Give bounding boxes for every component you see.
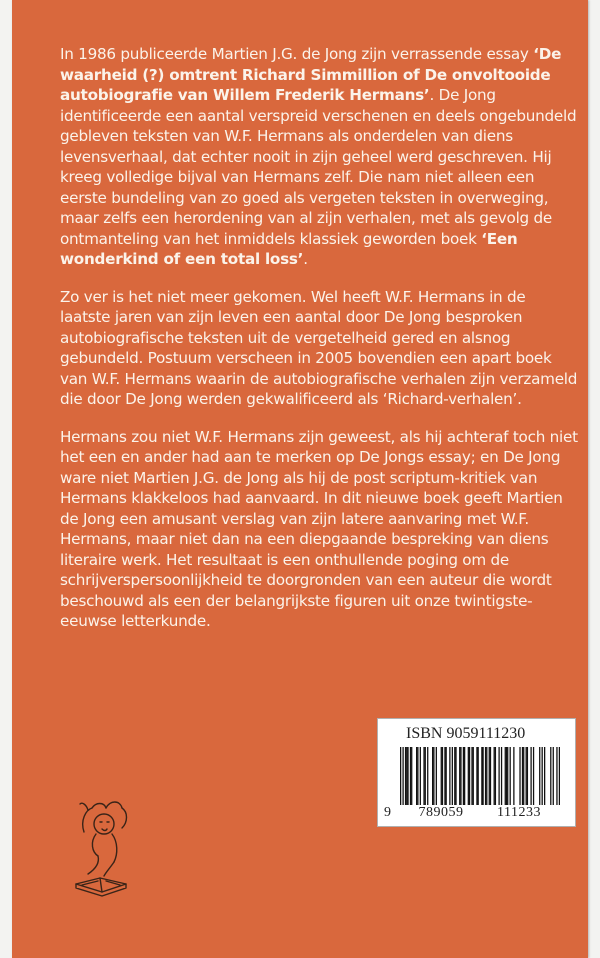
barcode-bar [433, 747, 434, 805]
barcode-bar [400, 747, 401, 805]
barcode-bar [507, 747, 508, 805]
barcode-bar [494, 747, 495, 805]
ean-digits-right: 111233 [497, 805, 541, 820]
book-title: ‘Een wonderkind of een total loss’ [60, 229, 518, 268]
ean-digits-left: 789059 [418, 805, 464, 820]
barcode-bar [489, 747, 490, 805]
reading-figure-logo-icon [70, 792, 140, 910]
barcode-bar [539, 747, 540, 805]
barcode-bar [468, 747, 469, 805]
blurb-paragraph-3: Hermans zou niet W.F. Hermans zijn geweest, als hij achteraf toch niet het een en ander had aan te merken op De Jongs essay; en De Jong ware niet Martien J.G. de Jong als hij de post scriptum-kritiek van Hermans klakkeloos had aanvaard. In dit nieuwe boek geeft Martien de Jong een amusant verslag van zijn latere aanvaring met W.F. Hermans, maar niet dan na een diepgaande bespreking van diens literaire werk. Het resultaat is een onthullende poging om de schrijverspersoonlijkheid te doorgronden van een auteur die wordt beschouwd als een der belangrijkste figuren uit onze twintigste-eeuwse letterkunde. [60, 427, 578, 630]
barcode-bar [420, 747, 421, 805]
barcode-bar [542, 747, 543, 805]
barcode-bar [452, 747, 453, 805]
barcode-bar [417, 747, 418, 805]
essay-title: ‘De waarheid (?) omtrent Richard Simmillion of De onvoltooide autobiografie van Willem Frederik Hermans’ [60, 45, 562, 104]
barcode-bar [463, 747, 464, 805]
barcode-bar [455, 747, 456, 805]
barcode-bar [486, 747, 487, 805]
barcode-label [377, 718, 576, 827]
barcode-bar [405, 747, 406, 805]
isbn-number: ISBN 9059111230 [406, 725, 526, 742]
barcode-bar [550, 747, 551, 805]
barcode-bar [449, 747, 450, 805]
barcode-bar [473, 747, 474, 805]
barcode-bar [416, 747, 417, 805]
barcode-bar [527, 747, 528, 805]
barcode-bar [425, 747, 426, 805]
barcode-bar [544, 747, 545, 805]
barcode-bar [459, 747, 460, 805]
barcode-bar [490, 747, 491, 805]
barcode-bar [478, 747, 479, 805]
barcode-bar [533, 747, 534, 805]
barcode-bar [519, 747, 520, 805]
barcode-bar [482, 747, 483, 805]
barcode-bar [556, 747, 557, 805]
barcode-bar [402, 747, 403, 805]
barcode-bar [471, 747, 472, 805]
blurb-paragraph-1 [60, 44, 580, 270]
barcode-bar [510, 747, 511, 805]
p1-end: . [303, 250, 308, 268]
barcode-bar [407, 747, 408, 805]
barcode-bar [522, 747, 523, 805]
blurb-paragraph-2: Zo ver is het niet meer gekomen. Wel heeft W.F. Hermans in de laatste jaren van zijn leven een aantal door De Jong besproken autobiografische teksten uit de vergetelheid gered en alsnog gebundeld. Postuum verscheen in 2005 bovendien een apart boek van W.F. Hermans waarin de autobiografische verhalen zijn verzameld die door De Jong werden gekwalificeerd als ‘Richard-verhalen’. [60, 287, 578, 408]
barcode-bar [506, 747, 507, 805]
barcode-bar [410, 747, 411, 805]
barcode-bar [530, 747, 531, 805]
barcode-bar [485, 747, 486, 805]
barcode-bar [406, 747, 407, 805]
barcode-bar [411, 747, 412, 805]
barcode-bar [442, 747, 443, 805]
barcode-bar [446, 747, 447, 805]
barcode-bar [526, 747, 527, 805]
p1-intro: In 1986 publiceerde Martien J.G. de Jong zijn verrassende essay [60, 45, 534, 63]
barcode-bar [427, 747, 428, 805]
barcode-bar [505, 747, 506, 805]
barcode-bar [469, 747, 470, 805]
barcode-bar [559, 747, 560, 805]
ean-digit-first: 9 [384, 805, 392, 820]
barcode-bar [481, 747, 482, 805]
barcode-bar [501, 747, 502, 805]
barcode-bar [460, 747, 461, 805]
barcode-bar [464, 747, 465, 805]
ean-digits [384, 805, 569, 821]
barcode-bar [476, 747, 477, 805]
barcode-bar [454, 747, 455, 805]
blurb-text [60, 44, 580, 649]
barcode-bar [444, 747, 445, 805]
barcode-bar [423, 747, 424, 805]
barcode-bar [523, 747, 524, 805]
barcode-bar [513, 747, 514, 805]
barcode-bar [441, 747, 442, 805]
p1-body: . De Jong identificeerde een aantal verspreid verschenen en deels ongebundeld gebleven teksten van W.F. Hermans als onderdelen van diens levensverhaal, dat echter nooit in zijn geheel werd geschreven. Hij kreeg volledige bijval van Hermans zelf. Die nam niet alleen een eerste bundeling van zo goed als vergeten teksten in overweging, maar zelfs een herordening van al zijn verhalen, met als gevolg de ontmanteling van het inmiddels klassiek geworden boek [60, 86, 577, 248]
barcode-icon [400, 747, 560, 805]
barcode-bar [553, 747, 554, 805]
back-cover [12, 0, 588, 958]
barcode-bar [436, 747, 437, 805]
barcode-bar [432, 747, 433, 805]
barcode-bar [495, 747, 496, 805]
barcode-bar [498, 747, 499, 805]
